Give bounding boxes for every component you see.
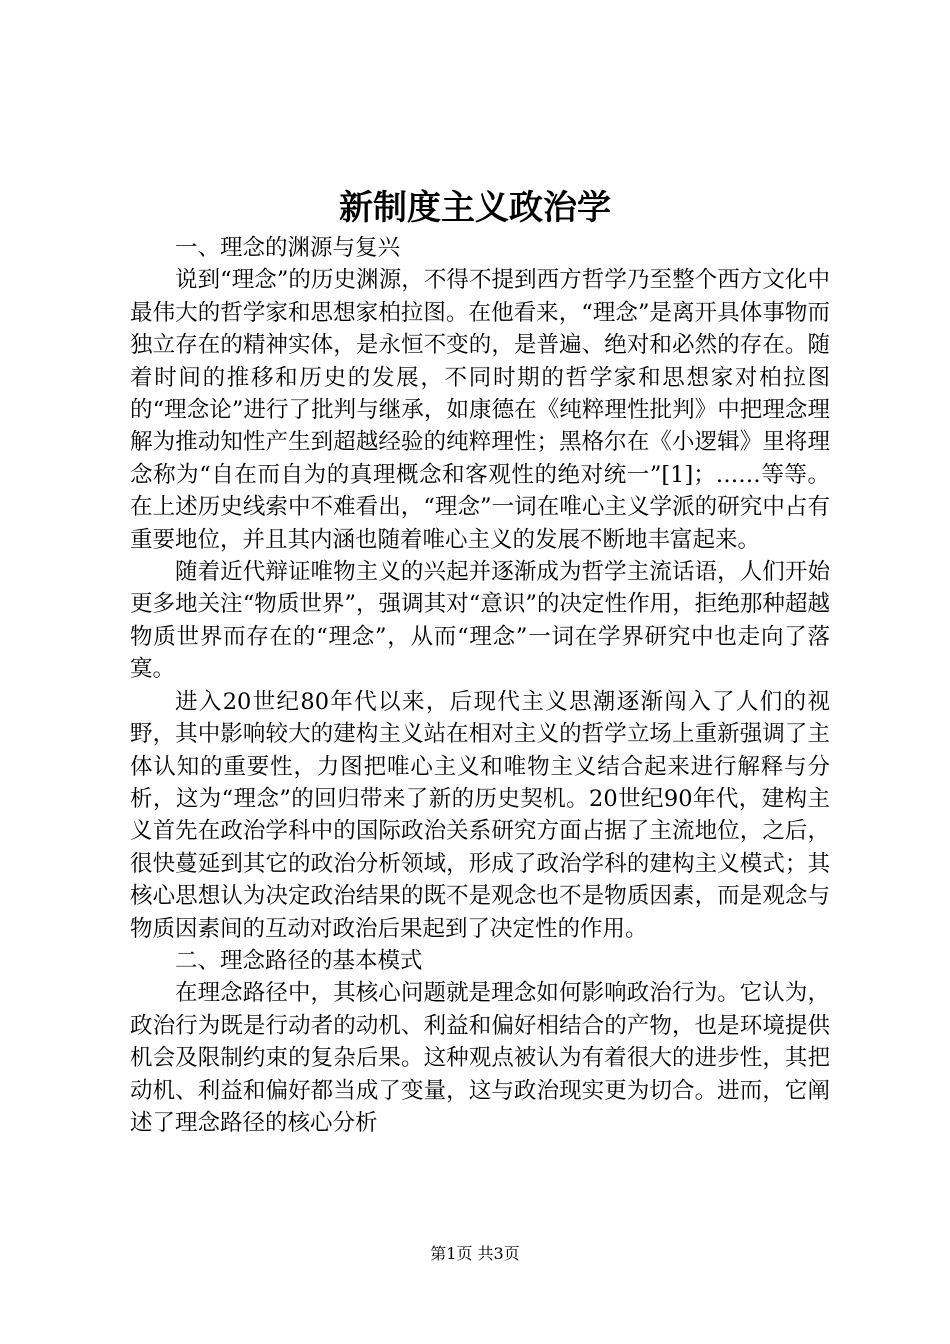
body-paragraph: 说到“理念”的历史渊源，不得不提到西方哲学乃至整个西方文化中最伟大的哲学家和思想家柏拉图。在他看来，“理念”是离开具体事物而独立存在的精神实体，是永恒不变的，是普遍、绝对和必然的存在。随着时间的推移和历史的发展，不同时期的哲学家和思想家对柏拉图的“理念论”进行了批判与继承，如康德在《纯粹理性批判》中把理念理解为推动知性产生到超越经验的纯粹理性；黑格尔在《小逻辑》里将理念称为“自在而自为的真理概念和客观性的绝对统一”[1]；……等等。在上述历史线索中不难看出，“理念”一词在唯心主义学派的研究中占有重要地位，并且其内涵也随着唯心主义的发展不断地丰富起来。 bbox=[130, 267, 830, 553]
document-title: 新制度主义政治学 bbox=[339, 188, 611, 228]
body-paragraph: 随着近代辩证唯物主义的兴起并逐渐成为哲学主流话语，人们开始更多地关注“物质世界”，强调其对“意识”的决定性作用，拒绝那种超越物质世界而存在的“理念”，从而“理念”一词在学界研究中也走向了落寞。 bbox=[130, 559, 830, 683]
body-paragraph: 进入20世纪80年代以来，后现代主义思潮逐渐闯入了人们的视野，其中影响较大的建构主义站在相对主义的哲学立场上重新强调了主体认知的重要性，力图把唯心主义和唯物主义结合起来进行解释与分析，这为“理念”的回归带来了新的历史契机。20世纪90年代，建构主义首先在政治学科中的国际政治关系研究方面占据了主流地位，之后，很快蔓延到其它的政治分析领域，形成了政治学科的建构主义模式；其核心思想认为决定政治结果的既不是观念也不是物质因素，而是观念与物质因素间的互动对政治后果起到了决定性的作用。 bbox=[130, 688, 830, 942]
page-number-footer: 第1页 共3页 bbox=[430, 1244, 520, 1263]
document-body bbox=[130, 232, 830, 1139]
section-heading-1: 一、理念的渊源与复兴 bbox=[175, 235, 401, 261]
section-heading-2: 二、理念路径的基本模式 bbox=[175, 947, 423, 974]
body-paragraph: 在理念路径中，其核心问题就是理念如何影响政治行为。它认为，政治行为既是行动者的动机、利益和偏好相结合的产物，也是环境提供机会及限制约束的复杂后果。这种观点被认为有着很大的进步性，其把动机、利益和偏好都当成了变量，这与政治现实更为切合。进而，它阐述了理念路径的核心分析 bbox=[130, 980, 830, 1136]
